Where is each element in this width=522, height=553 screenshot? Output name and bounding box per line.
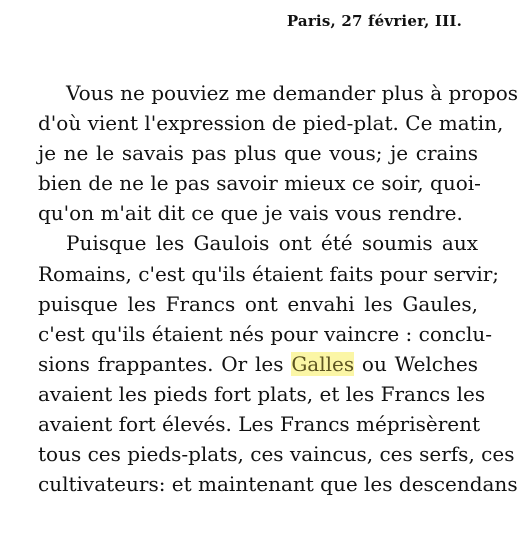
paragraph-2	[38, 228, 518, 499]
text-line: d'où vient l'expression de pied-plat. Ce matin,	[38, 111, 504, 136]
text-segment: ou Welches	[354, 351, 478, 376]
highlighted-word[interactable]: Galles	[291, 351, 355, 376]
text-line: Vous ne pouviez me demander plus à propos	[66, 81, 518, 105]
text-line: puisque les Francs ont envahi les Gaules,	[38, 291, 478, 316]
text-line: bien de ne le pas savoir mieux ce soir, quoi-	[38, 171, 481, 196]
text-line: cultivateurs: et maintenant que les descendans	[38, 472, 518, 497]
paragraph-1	[38, 78, 518, 228]
text-line-with-highlight	[38, 349, 478, 379]
text-line: qu'on m'ait dit ce que je vais vous rendre.	[38, 201, 463, 226]
text-segment: sions frappantes. Or les	[38, 351, 292, 376]
text-line: je ne le savais pas plus que vous; je crains	[38, 141, 478, 166]
text-line: Romains, c'est qu'ils étaient faits pour servir;	[38, 261, 500, 286]
text-line: c'est qu'ils étaient nés pour vaincre : conclu-	[38, 321, 492, 346]
text-line: Puisque les Gaulois ont été soumis aux	[66, 231, 478, 256]
page-header-date: Paris, 27 février, III.	[286, 12, 462, 30]
text-line: avaient fort élevés. Les Francs méprisèrent	[38, 412, 481, 437]
letter-body	[38, 78, 518, 499]
text-line: avaient les pieds fort plats, et les Francs les	[38, 381, 486, 406]
text-line: tous ces pieds-plats, ces vaincus, ces serfs, ces	[38, 442, 515, 467]
